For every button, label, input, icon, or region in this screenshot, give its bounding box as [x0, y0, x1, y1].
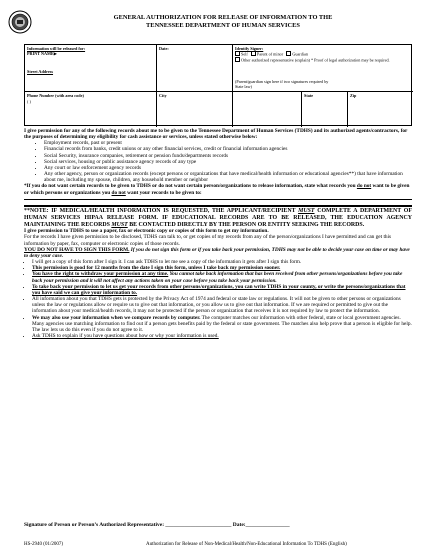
- list-item: • I will get a copy of this form after I sign it. I can ask TDHS to let me see a copy of the information it gets after I sign this form.: [32, 259, 412, 265]
- title-line-1: GENERAL AUTHORIZATION FOR RELEASE OF INFORMATION TO THE: [113, 14, 333, 21]
- zip-label: Zip: [350, 93, 357, 98]
- signer-field: [235, 46, 411, 62]
- state-seal-icon: [8, 10, 32, 34]
- parent-minor-checkbox[interactable]: [251, 51, 256, 56]
- list-item: • Any court or law enforcement agency records: [44, 165, 412, 171]
- parent-minor-label: Parent of minor: [256, 51, 284, 57]
- form-number: HS-2940 (01/2007): [24, 542, 64, 547]
- applicant-info-table: [24, 44, 412, 126]
- list-item: • Social services, housing or public assistance agency records of any type: [44, 159, 412, 165]
- list-item: • To take back your permission to let us get your records from other persons/organizations, you can write TDHS in your county, or write the persons/organizations that you have said we can give your information to.: [32, 284, 412, 296]
- list-item: • You have the right to withdraw your permission at any time. You cannot take back information that has been received from other persons/organizations before you take back your permission and it will not affect any actions taken on your case before you take back your permission.: [32, 271, 412, 283]
- guardian-label: Guardian: [292, 51, 308, 57]
- list-item: • Social Security, insurance companies, retirement or pension funds/departments records: [44, 153, 412, 159]
- form-title: [60, 14, 386, 30]
- print-name-label: PRINT NAME▶: [27, 51, 58, 56]
- record-types-list: [24, 140, 412, 183]
- list-item: • This permission is good for 12 months from the date I sign this form, unless I take back my permission sooner.: [32, 265, 412, 271]
- list-item: • Any other agency, person or organization records (except persons or organizations that have medical/health information or educational agencies**) that have information about me, including my spouse, children, any household member or neighbor: [44, 171, 412, 183]
- city-label: City: [159, 93, 167, 98]
- other-rep-label: Other authorized representative (explain) * Proof of legal authorization may be required.: [241, 57, 390, 62]
- list-item: • All information about you that TDHS gets is protected by the Privacy Act of 1974 and federal or state law or regulations. It will not be given to other persons or organizations unless the law or regulations allow or require us to give out that information, or you allow us to give out that information. If we are required or permitted to give out the information about your medical/health records, it may not be protected if the person or organization that receives it is not required by law to protect the information.: [32, 296, 412, 314]
- copy-permission: I give permission to TDHS to use a paper, fax or electronic copy or copies of this form to get my information.: [24, 228, 269, 235]
- info-released-label: Information will be released for:: [27, 46, 86, 51]
- form-body: [24, 128, 412, 339]
- phone-field[interactable]: ( ): [27, 99, 31, 104]
- list-item: • Employment records, past or present: [44, 140, 412, 146]
- phone-label: Phone Number (with area code): [27, 93, 84, 98]
- self-checkbox[interactable]: [235, 51, 240, 56]
- street-address-label: Street Address: [27, 69, 54, 74]
- title-line-2: TENNESSEE DEPARTMENT OF HUMAN SERVICES: [146, 22, 300, 30]
- state-label: State: [304, 93, 314, 98]
- guardian-checkbox[interactable]: [286, 51, 291, 56]
- date-label: Date:: [159, 46, 169, 51]
- medical-note: **NOTE: IF MEDICAL/HEALTH INFORMATION IS REQUESTED, THE APPLICANT/RECIPIENT MUST COMPLETE A DEPARTMENT OF HUMAN SERVICES HIPAA RELEASE FORM. IF EDUCATIONAL RECORDS ARE TO BE RELEASED, THE EDUCATION AGENCY MAINTAINING THE RECORDS MUST BE CONTACTED DIRECTLY BY THE PERSON OR ENTITY SEEKING THE RECORDS.: [24, 208, 412, 228]
- other-rep-checkbox[interactable]: [235, 57, 240, 62]
- list-item: • Ask TDHS to explain if you have questions about how or why your information is used.: [32, 333, 412, 339]
- not-sign-paragraph: YOU DO NOT HAVE TO SIGN THIS FORM. If you do not sign this form or if you take back your permission, TDHS may not be able to decide your case on time or may have to deny your case.: [24, 246, 410, 259]
- intro-paragraph: I give permission for any of the following records about me to be given to the Tennessee Department of Human Services (TDHS) and its authorized agents/contractors, for the purposes of determining my eligibility for cash assistance or services, unless stated otherwise below:: [24, 128, 408, 141]
- list-item: • We may also use your information when we compare records by computer. The computer matches our information with other federal, state or local government agencies. Many agencies use matching information to find out if a person gets benefits paid by the federal or state government. The matches also help prove that a person is eligible for help. The law lets us do this even if you do not agree to it.: [32, 315, 412, 333]
- parent-sign-note: (Parent/guardian sign here if two signatures required by State law): [235, 79, 329, 89]
- signature-line[interactable]: Signature of Person or Person’s Authorized Representative: ________________________ Date:________________: [24, 522, 290, 528]
- footer-caption: Authorization for Release of Non-Medical/Health/Non-Educational Information To TDHS (English): [146, 542, 347, 547]
- rights-list: [24, 259, 412, 339]
- identify-signer-label: Identify Signer:: [235, 46, 264, 51]
- list-item: • Financial records from banks, credit unions or any other financial services, credit or financial information agencies: [44, 146, 412, 152]
- self-label: Self: [241, 51, 248, 57]
- name-field[interactable]: [27, 46, 155, 56]
- records-paragraph: For the records I have given permission to be disclosed, TDHS can talk to, or get copies of my records from any of the person/organizations I have permitted and can get this information by paper, fax, computer or electronic copies of those records.: [24, 234, 392, 247]
- exclusion-instructions: *If you do not want certain records to be given to TDHS or do not want certain person/organizations to release information, state what records you do not want to be given or which persons or organizations you do not want your records to be given to:: [24, 183, 410, 196]
- exclusion-line-1[interactable]: [24, 199, 412, 200]
